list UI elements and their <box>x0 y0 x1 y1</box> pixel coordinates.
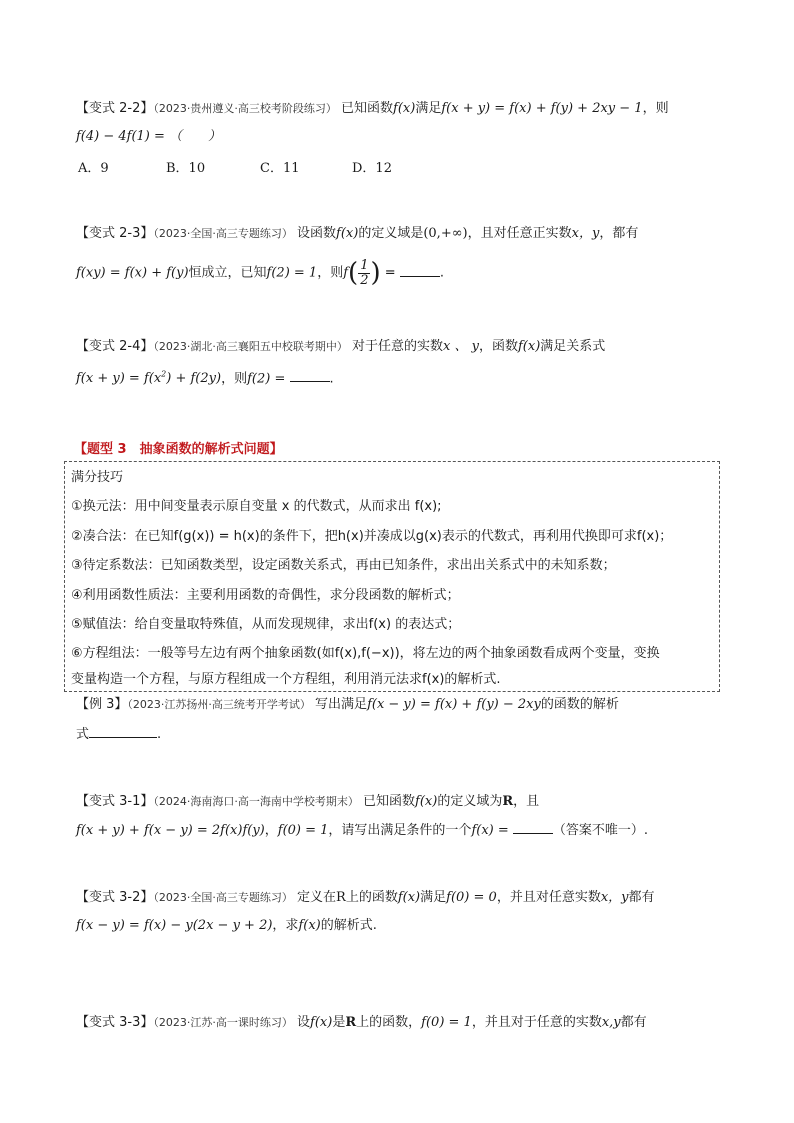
tip-item: ③待定系数法：已知函数类型，设定函数关系式，再由已知条件，求出出关系式中的未知系数； <box>71 558 616 573</box>
variant-tag: 【变式 3-3】 <box>76 1015 154 1030</box>
equation: $f(x + y) = f(x^2) + f(2y)$ <box>76 370 222 387</box>
math: f(2) = <box>247 371 286 387</box>
math: f(x) <box>393 101 416 116</box>
option-b: B．10 <box>166 161 206 176</box>
text: 上的函数 <box>345 890 398 905</box>
answer-blank[interactable] <box>513 821 553 834</box>
answer-blank[interactable] <box>89 725 157 738</box>
equation: f(x − y) = f(x) + f(y) − 2xy <box>367 697 541 712</box>
text: ，并且对于任意的实数 <box>471 1015 602 1030</box>
text: 都有 <box>628 890 655 905</box>
text: ，则 <box>221 371 248 387</box>
example-3-line2 <box>76 725 161 744</box>
math: f(x) <box>298 918 321 933</box>
text: 满足 <box>420 890 447 905</box>
math: f(x) <box>518 339 541 354</box>
option-d: D．12 <box>352 161 392 176</box>
text: ，则 <box>317 265 344 281</box>
section-heading: 【题型 3 抽象函数的解析式问题】 <box>74 442 283 457</box>
answer-blank[interactable] <box>400 264 440 277</box>
math: x 、 y <box>443 339 479 354</box>
variant-2-2-line1 <box>76 100 669 118</box>
text: 式 <box>76 727 90 742</box>
equation: f(xy) = f(x) + f(y) <box>76 265 189 281</box>
source-note: （2023·江苏扬州·高三统考开学考试） <box>127 698 311 711</box>
text: . <box>157 727 162 742</box>
source-note: （2023·湖北·高三襄阳五中校联考期中） <box>153 340 348 353</box>
equation: f(4) − 4f(1) = （ ） <box>76 129 222 144</box>
text: 已知函数 <box>363 794 416 809</box>
text: 上的函数， <box>356 1015 422 1030</box>
text: ， <box>264 823 278 838</box>
tip-item: ②凑合法：在已知f(g(x)) = h(x)的条件下，把h(x)并凑成以g(x)表示的代数式，再利用代换即可求f(x)； <box>71 529 673 544</box>
text: 满足关系式 <box>540 339 606 354</box>
math: x，y <box>571 226 600 241</box>
variant-3-2-line1 <box>76 889 655 907</box>
variant-2-4-line1 <box>76 338 605 356</box>
text: （答案不唯一）. <box>552 823 649 838</box>
text: 设函数 <box>297 226 337 241</box>
math: R <box>345 1015 357 1030</box>
text: 的定义域是 <box>358 226 424 241</box>
text: ，且对任意正实数 <box>467 226 572 241</box>
text: 恒成立，已知 <box>188 265 267 281</box>
variant-3-2-line2 <box>76 917 377 935</box>
text: 写出满足 <box>315 697 368 712</box>
text: 定义在 <box>297 890 337 905</box>
text: = <box>384 265 396 281</box>
variant-3-1-line1 <box>76 793 539 811</box>
source-note: （2023·江苏·高一课时练习） <box>153 1016 293 1029</box>
variant-3-3-line1 <box>76 1014 647 1032</box>
tip-item: ④利用函数性质法：主要利用函数的奇偶性，求分段函数的解析式； <box>71 588 460 603</box>
math: (0,+∞) <box>423 226 468 241</box>
variant-tag: 【变式 2-2】 <box>76 101 154 116</box>
tips-box <box>64 461 720 692</box>
math: f(0) = 0 <box>446 890 497 905</box>
box-title: 满分技巧 <box>71 470 124 485</box>
text: 是 <box>332 1015 346 1030</box>
tip-item: ①换元法：用中间变量表示原自变量 x 的代数式，从而求出 f(x); <box>71 499 442 514</box>
text: 已知函数 <box>341 101 394 116</box>
math: f(0) = 1 <box>421 1015 472 1030</box>
example-tag: 【例 3】 <box>76 697 128 712</box>
math: f(x) <box>415 794 438 809</box>
variant-2-3-line1 <box>76 225 638 243</box>
text: ，函数 <box>478 339 518 354</box>
tip-item: ⑥方程组法：一般等号左边有两个抽象函数(如f(x),f(−x))，将左边的两个抽象函数看成两个变量，变换 <box>71 646 660 661</box>
fraction: $\frac{1}{2}$ <box>360 257 369 288</box>
variant-3-1-line2 <box>76 821 648 840</box>
text: 的解析式. <box>320 918 377 933</box>
text: 的函数的解析 <box>540 697 619 712</box>
text: ，都有 <box>599 226 639 241</box>
source-note: （2023·全国·高三专题练习） <box>153 227 293 240</box>
variant-2-2-line2 <box>76 128 221 146</box>
text: ，则 <box>642 101 669 116</box>
variant-tag: 【变式 3-2】 <box>76 890 154 905</box>
text: . <box>439 265 444 281</box>
source-note: （2023·全国·高三专题练习） <box>153 891 293 904</box>
math: f <box>343 265 349 281</box>
equation: f(x + y) + f(x − y) = 2f(x)f(y) <box>76 823 265 838</box>
math: x,y <box>601 1015 621 1030</box>
math: f(0) = 1 <box>277 823 329 838</box>
math: f(2) = 1 <box>266 265 318 281</box>
text: ，并且对任意实数 <box>496 890 601 905</box>
text: . <box>329 371 334 387</box>
equation: f(x + y) = f(x) + f(y) + 2xy − 1 <box>441 101 643 116</box>
option-c: C．11 <box>260 161 300 176</box>
text: 设 <box>297 1015 311 1030</box>
math: x，y <box>600 890 629 905</box>
math: f(x) <box>310 1015 333 1030</box>
variant-tag: 【变式 3-1】 <box>76 794 154 809</box>
tip-item: ⑤赋值法：给自变量取特殊值，从而发现规律，求出f(x) 的表达式； <box>71 617 461 632</box>
answer-blank[interactable] <box>290 369 330 382</box>
math: R <box>336 890 346 905</box>
text: 的定义域为 <box>437 794 503 809</box>
text: 满足 <box>415 101 442 116</box>
math: f(x) = <box>471 823 509 838</box>
math: f(x) <box>397 890 421 905</box>
variant-tag: 【变式 2-3】 <box>76 226 154 241</box>
tip-item: 变量构造一个方程，与原方程组成一个方程组，利用消元法求f(x)的解析式. <box>71 672 501 687</box>
source-note: （2024·海南海口·高一海南中学校考期末） <box>153 795 359 808</box>
text: ，且 <box>513 794 540 809</box>
math: f(x) <box>336 226 359 241</box>
example-3-line1 <box>76 696 619 714</box>
option-a: A．9 <box>78 161 109 176</box>
source-note: （2023·贵州遵义·高三校考阶段练习） <box>153 102 337 115</box>
equation: f(x − y) = f(x) − y(2x − y + 2) <box>76 918 273 933</box>
text: ，求 <box>272 918 299 933</box>
text: 对于任意的实数 <box>352 339 444 354</box>
variant-tag: 【变式 2-4】 <box>76 339 154 354</box>
text: ，请写出满足条件的一个 <box>328 823 472 838</box>
variant-2-4-line2 <box>76 366 334 388</box>
variant-2-3-line2: f(xy) = f(x) + f(y)恒成立，已知f(2) = 1，则f( $\frac{1}{2}$ ) = . <box>76 257 444 288</box>
math: R <box>502 794 514 809</box>
text: 都有 <box>620 1015 647 1030</box>
